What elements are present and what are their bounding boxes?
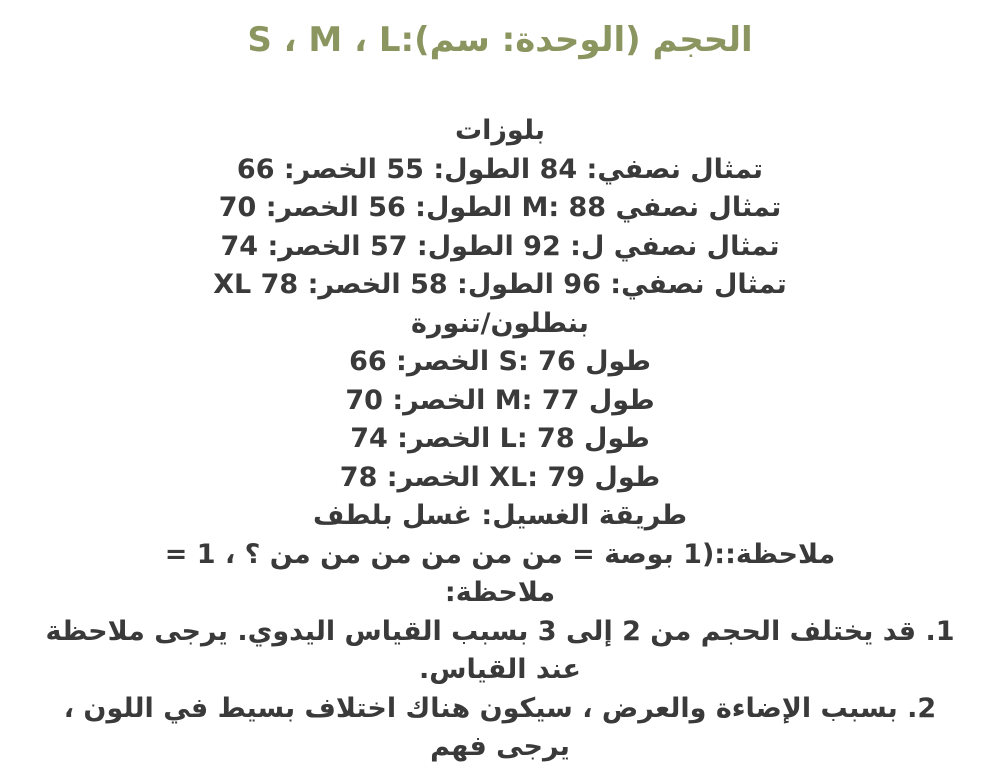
conversion-note: ملاحظة::(1 بوصة = من من من من من من ؟ ، 1 = xyxy=(164,538,836,570)
size-chart-text xyxy=(40,112,960,767)
pants-size-row: طول 77 :M الخصر: 70 xyxy=(345,384,655,416)
blouse-size-row: تمثال نصفي: 96 الطول: 58 الخصر: 78 XL xyxy=(213,269,787,300)
note-label: ملاحظة: xyxy=(444,577,556,608)
pants-size-row: طول 79 :XL الخصر: 78 xyxy=(339,461,661,493)
washing-method: طريقة الغسيل: غسل بلطف xyxy=(312,500,688,531)
note-item: 2. بسبب الإضاءة والعرض ، سيكون هناك اختلاف بسيط في اللون ، يرجى فهم xyxy=(63,692,937,762)
pants-size-row: طول 78 :L الخصر: 74 xyxy=(350,423,650,454)
note-item: 1. قد يختلف الحجم من 2 إلى 3 بسبب القياس اليدوي. يرجى ملاحظة عند القياس. xyxy=(45,615,955,685)
pants-heading: بنطلون/تنورة xyxy=(411,307,589,339)
blouse-size-row: تمثال نصفي 88 :M الطول: 56 الخصر: 70 xyxy=(218,192,782,223)
pants-size-row: طول 76 :S الخصر: 66 xyxy=(349,346,651,377)
size-title: الحجم (الوحدة: سم):S ، M ، L xyxy=(247,20,753,60)
blouse-size-row: تمثال نصفي: 84 الطول: 55 الخصر: 66 xyxy=(236,153,764,185)
blouse-size-row: تمثال نصفي ل: 92 الطول: 57 الخصر: 74 xyxy=(220,230,780,262)
blouses-heading: بلوزات xyxy=(454,115,546,146)
